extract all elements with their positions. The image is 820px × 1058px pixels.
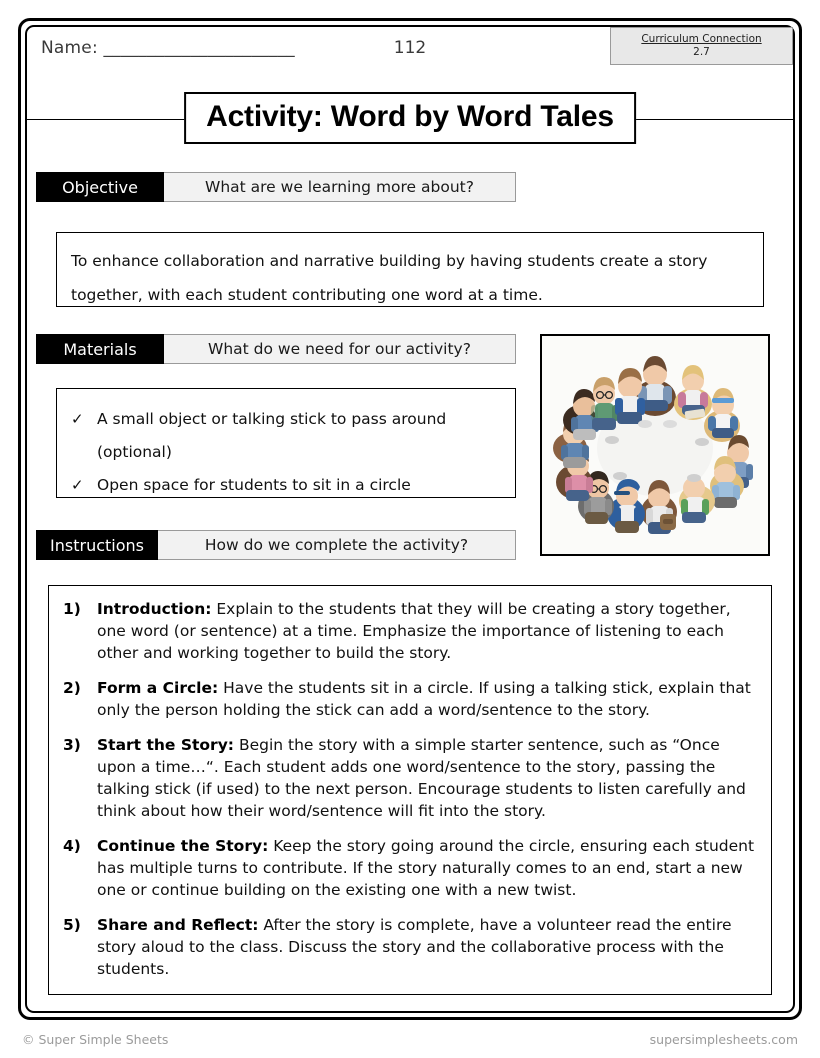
curriculum-connection-title: Curriculum Connection — [641, 33, 762, 45]
step-text: After the story is complete, have a volunteer read the entire story aloud to the class. Discuss the story and the collaborative process with the students. — [97, 916, 732, 978]
instruction-step — [63, 677, 757, 721]
step-body — [97, 598, 757, 664]
checkmark-icon: ✓ — [71, 476, 84, 494]
objective-prompt: What are we learning more about? — [164, 172, 516, 202]
objective-section-header — [36, 172, 516, 202]
step-number: 2) — [63, 679, 81, 697]
step-body — [97, 835, 757, 901]
footer-website[interactable]: supersimplesheets.com — [649, 1032, 798, 1047]
step-text: Explain to the students that they will be creating a story together, one word (or sentence) at a time. Emphasize the importance of listening to each other and working together to build the story. — [97, 600, 731, 662]
materials-item-text: Open space for students to sit in a circle — [97, 476, 411, 494]
step-body — [97, 677, 757, 721]
worksheet-header — [27, 27, 793, 75]
list-item — [71, 403, 505, 469]
step-text: Have the students sit in a circle. If using a talking stick, explain that only the person holding the stick can add a word/sentence to the story. — [97, 679, 751, 719]
instructions-prompt: How do we complete the activity? — [158, 530, 516, 560]
instruction-step — [63, 598, 757, 664]
curriculum-connection-code: 2.7 — [693, 46, 710, 58]
step-text: Keep the story going around the circle, ensuring each student has multiple turns to contribute. If the story naturally comes to an end, start a new one or continue building on the existing one with a new twist. — [97, 837, 755, 899]
instructions-content-box — [48, 585, 772, 995]
title-band — [27, 92, 793, 148]
name-field-label[interactable]: Name: ______________________ — [41, 38, 295, 58]
objective-tag: Objective — [36, 172, 164, 202]
materials-prompt: What do we need for our activity? — [164, 334, 516, 364]
instruction-step — [63, 835, 757, 901]
page-footer — [22, 1032, 798, 1052]
step-heading: Start the Story: — [97, 736, 235, 754]
curriculum-connection-badge — [610, 27, 793, 65]
step-number: 4) — [63, 837, 81, 855]
step-text: Begin the story with a simple starter sentence, such as “Once upon a time…“. Each student adds one word/sentence to the story, passing the talking stick (if used) to the next person. Encourage students to listen carefully and think about how their word/sentence will fit into the story. — [97, 736, 746, 820]
step-number: 3) — [63, 736, 81, 754]
materials-section-header — [36, 334, 516, 364]
step-body — [97, 734, 757, 822]
step-body — [97, 914, 757, 980]
materials-item-text: A small object or talking stick to pass around (optional) — [97, 410, 447, 461]
students-circle-illustration-graphic — [542, 336, 768, 554]
instruction-step — [63, 914, 757, 980]
instruction-steps-list — [49, 586, 771, 990]
page-title: Activity: Word by Word Tales — [184, 92, 636, 144]
footer-copyright: © Super Simple Sheets — [22, 1032, 169, 1047]
step-heading: Share and Reflect: — [97, 916, 259, 934]
instructions-section-header — [36, 530, 516, 560]
step-number: 5) — [63, 916, 81, 934]
step-heading: Form a Circle: — [97, 679, 219, 697]
materials-tag: Materials — [36, 334, 164, 364]
materials-content-box — [56, 388, 516, 498]
checkmark-icon: ✓ — [71, 410, 84, 428]
materials-list — [57, 389, 515, 512]
objective-text: To enhance collaboration and narrative building by having students create a story together, with each student contributing one word at a time. — [71, 252, 708, 304]
step-number: 1) — [63, 600, 81, 618]
instruction-step — [63, 734, 757, 822]
objective-content-box — [56, 232, 764, 307]
step-heading: Introduction: — [97, 600, 212, 618]
students-circle-illustration — [540, 334, 770, 556]
instructions-tag: Instructions — [36, 530, 158, 560]
list-item — [71, 469, 505, 502]
page-number: 112 — [393, 38, 427, 58]
step-heading: Continue the Story: — [97, 837, 269, 855]
